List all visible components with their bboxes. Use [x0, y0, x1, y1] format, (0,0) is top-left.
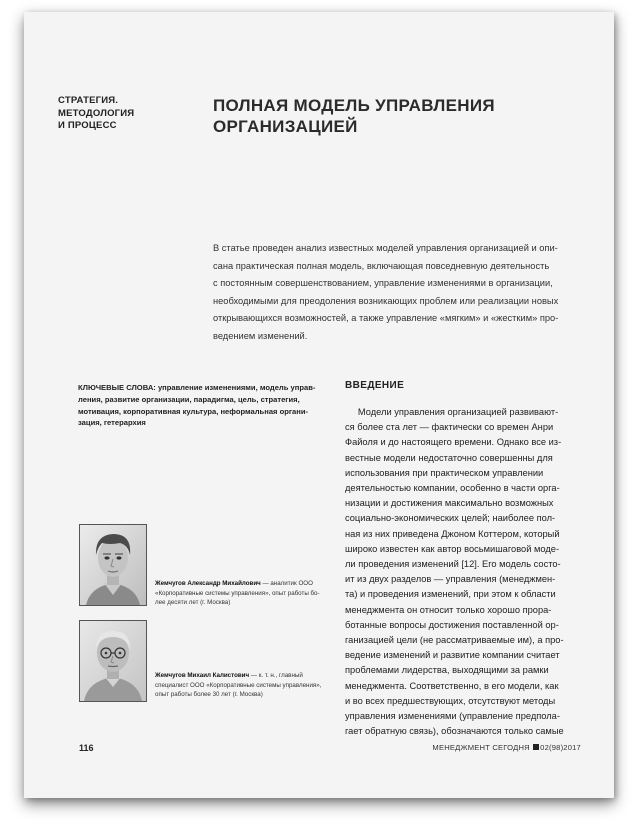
abstract-line: В статье проведен анализ известных моделей управления организацией и опи- [213, 243, 558, 253]
author-description: специалист ООО «Корпоративные системы управления», [155, 681, 322, 689]
body-line: ит из двух разделов — управления (менеджмен- [345, 574, 556, 585]
author-description: «Корпоративные системы управления», опыт работы бо- [155, 589, 320, 597]
body-line: и во всех предшествующих, отсутствуют методы [345, 695, 556, 706]
body-line: гает обратную связь), обозначаются только самые [345, 726, 564, 737]
body-line: вестные модели недостаточно совершенны для [345, 452, 553, 463]
body-line: ботанные вопросы достижения поставленной ор- [345, 619, 559, 630]
section-line: И ПРОЦЕСС [58, 120, 117, 131]
body-line: Файоля и до настоящего времени. Однако все из- [345, 437, 562, 448]
keywords [78, 382, 315, 429]
body-line: ведение изменений и развитие компании считает [345, 650, 560, 661]
introduction-body [345, 405, 585, 739]
portrait-older-man-image [80, 621, 146, 701]
author-description: — к. т. н., главный [249, 672, 303, 679]
introduction-heading: ВВЕДЕНИЕ [345, 380, 405, 391]
body-line: низации и достижения максимально возможных [345, 498, 554, 509]
issue-number: 02(98)2017 [540, 743, 581, 752]
article-title [213, 95, 495, 137]
section-label [58, 95, 134, 133]
author-bio-2 [155, 671, 321, 700]
title-line: ОРГАНИЗАЦИЕЙ [213, 117, 358, 136]
abstract [213, 240, 583, 346]
abstract-line: с постоянным совершенствованием, управление изменениями в организации, [213, 278, 553, 289]
body-line: социально-экономических целей; наиболее пол- [345, 513, 556, 524]
body-line: деятельностью компании, особенно в части орга- [345, 483, 560, 494]
section-line: СТРАТЕГИЯ. [58, 95, 119, 106]
abstract-line: сана практическая полная модель, включающая повседневную деятельность [213, 260, 550, 271]
abstract-line: открывающихся возможностей, а также управление «мягким» и «жестким» про- [213, 313, 559, 324]
author-name: Жемчугов Александр Михайлович [155, 580, 261, 587]
author-photo-2 [79, 620, 147, 702]
author-bio-1 [155, 579, 320, 608]
body-line: проблемами лидерства, выходящими за рамки [345, 665, 549, 676]
keywords-line: ления, развитие организации, парадигма, цель, стратегия, [78, 394, 300, 404]
body-line: ся более ста лет — фактически со времен Анри [345, 422, 554, 433]
abstract-line: ведением изменений. [213, 330, 308, 341]
body-line: управления изменениями (управление предпола- [345, 711, 560, 722]
body-line: Модели управления организацией развивают- [345, 407, 559, 417]
portrait-young-man-image [80, 525, 146, 605]
page-number: 116 [79, 743, 94, 753]
body-line: ганизацией цели (не рассматриваемые им), а про- [345, 635, 564, 646]
keywords-line: мотивация, корпоративная культура, неформальная органи- [78, 406, 309, 416]
abstract-line: необходимыми для преодоления возникающих проблем или реализации новых [213, 295, 559, 306]
body-line: ная из них приведена Джоном Коттером, который [345, 528, 560, 539]
author-name: Жемчугов Михаил Калистович [155, 672, 250, 679]
body-line: менеджмента он относит только хорошо прора- [345, 604, 552, 615]
title-line: ПОЛНАЯ МОДЕЛЬ УПРАВЛЕНИЯ [213, 96, 495, 115]
body-line: использования при практическом управлении [345, 467, 544, 478]
body-line: ли проведения изменений [12]. Его модель состо- [345, 559, 561, 570]
magazine-name: МЕНЕДЖМЕНТ СЕГОДНЯ [432, 743, 530, 752]
body-line: та) и проведения изменений, при этом к области [345, 589, 556, 600]
author-description: опыт работы более 30 лет (г. Москва) [155, 691, 263, 699]
square-separator-icon [533, 744, 539, 750]
body-line: менеджмента. Соответственно, в его модели, как [345, 680, 559, 691]
keywords-line: КЛЮЧЕВЫЕ СЛОВА: управление изменениями, модель управ- [78, 383, 316, 392]
body-line: широко известен как автор восьмишаговой моде- [345, 543, 560, 554]
author-photo-1 [79, 524, 147, 606]
author-description: лее десяти лет (г. Москва) [155, 599, 231, 607]
keywords-line: зация, гетерархия [78, 418, 146, 428]
section-line: МЕТОДОЛОГИЯ [58, 107, 135, 119]
author-description: — аналитик ООО [260, 580, 313, 587]
magazine-footer [432, 743, 581, 752]
